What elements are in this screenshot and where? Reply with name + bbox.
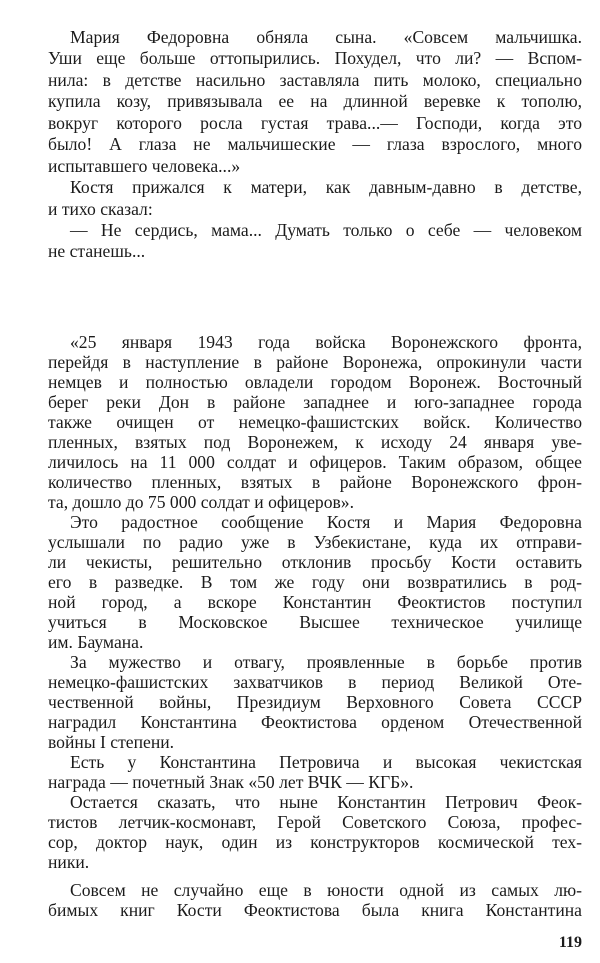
paragraph: [48, 512, 582, 652]
text-line: не станешь...: [48, 241, 146, 262]
paragraph: [48, 177, 582, 220]
text-line: учиться в Московское Высшее техническое училище: [48, 612, 582, 632]
text-line: Костя прижался к матери, как давным-давно в детстве,: [70, 177, 582, 198]
text-line: За мужество и отвагу, проявленные в борьбе против: [70, 652, 582, 672]
text-block-top: [48, 27, 582, 263]
text-line: чественной войны, Президиум Верховного Совета СССР: [48, 692, 582, 712]
text-line: бимых книг Кости Феоктистова была книга Константина: [48, 900, 582, 920]
text-line: — Не сердись, мама... Думать только о себе — человеком: [70, 219, 582, 240]
text-line: немцев и полностью овладели городом Воронеж. Восточный: [48, 372, 582, 392]
text-line: перейдя в наступление в районе Воронежа, опрокинули части: [48, 352, 582, 372]
text-line: тистов летчик-космонавт, Герой Советского Союза, профес-: [48, 812, 582, 832]
text-line: и тихо сказал:: [48, 198, 153, 219]
text-line: испытавшего человека...»: [48, 155, 241, 176]
text-line: сор, доктор наук, один из конструкторов космической тех-: [48, 832, 582, 852]
text-line: им. Баумана.: [48, 632, 144, 652]
text-block-main: [48, 332, 582, 920]
text-line: Совсем не случайно еще в юности одной из самых лю-: [70, 880, 582, 900]
text-line: услышали по радио уже в Узбекистане, куда их отправи-: [48, 532, 582, 552]
text-line: берег реки Дон в районе западнее и юго-западнее города: [48, 392, 582, 412]
text-line: «25 января 1943 года войска Воронежского фронта,: [70, 332, 582, 352]
text-line: немецко-фашистских захватчиков в период Великой Оте-: [48, 672, 582, 692]
paragraph: [48, 880, 582, 920]
text-line: было! А глаза не мальчишеские — глаза взрослого, много: [48, 134, 582, 155]
text-line: нила: в детстве насильно заставляла пить молоко, специально: [48, 69, 582, 90]
text-line: Это радостное сообщение Костя и Мария Федоровна: [70, 512, 582, 532]
text-line: вокруг которого росла густая трава...— Господи, когда это: [48, 112, 582, 133]
text-line: пленных, взятых под Воронежем, к исходу 24 января уве-: [48, 432, 582, 452]
text-line: личилось на 11 000 солдат и офицеров. Таким образом, общее: [48, 452, 582, 472]
text-line: та, дошло до 75 000 солдат и офицеров».: [48, 492, 355, 512]
paragraph: [48, 652, 582, 752]
text-line: Есть у Константина Петровича и высокая чекистская: [70, 752, 582, 772]
paragraph: [48, 792, 582, 872]
text-line: Мария Федоровна обняла сына. «Совсем мальчишка.: [70, 27, 582, 47]
text-line: наградил Константина Феоктистова орденом Отечественной: [48, 712, 582, 732]
paragraph: [48, 220, 582, 263]
text-line: войны I степени.: [48, 732, 175, 752]
text-line: количество пленных, взятых в районе Воронежского фрон-: [48, 472, 582, 492]
paragraph: [48, 332, 582, 512]
text-line: купила козу, привязывала ее на длинной веревке к тополю,: [48, 91, 582, 112]
text-line: награда — почетный Знак «50 лет ВЧК — КГБ».: [48, 772, 414, 792]
text-line: ли чекисты, решительно отклонив просьбу Кости оставить: [48, 552, 582, 572]
text-line: ники.: [48, 852, 90, 872]
paragraph: [48, 752, 582, 792]
page-number: 119: [558, 934, 582, 951]
text-line: Остается сказать, что ныне Константин Петрович Феок-: [70, 792, 582, 812]
text-line: его в разведке. В том же году они возвратились в род-: [48, 572, 582, 592]
text-line: также очищен от немецко-фашистских войск. Количество: [48, 412, 582, 432]
text-line: ной город, а вскоре Константин Феоктистов поступил: [48, 592, 582, 612]
paragraph: [48, 27, 582, 177]
text-line: Уши еще больше оттопырились. Похудел, что ли? — Вспом-: [48, 48, 582, 69]
